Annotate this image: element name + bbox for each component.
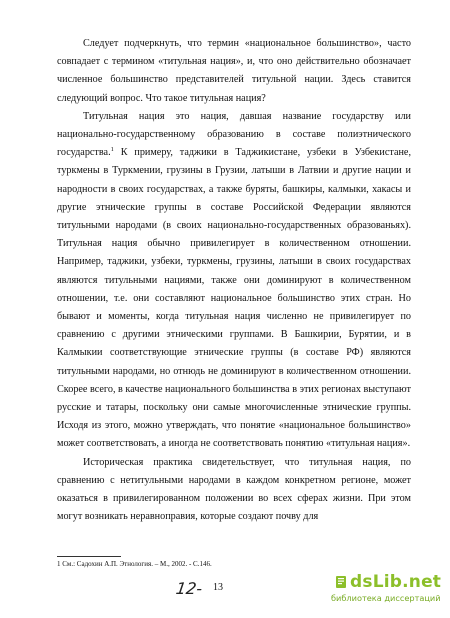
footnote: 1 См.: Садохин А.П. Этнология. – М., 2002. - С.146. [57, 560, 212, 568]
book-icon [335, 575, 347, 589]
paragraph: Историческая практика свидетельствует, что титульная нация, по сравнению с нетитульными народами в каждом конкретном регионе, может оказаться в привилегированном положении во всех сферах жизни. При этом могут возникать неравноправия, которые создают почву для [57, 456, 411, 523]
logo-tagline: библиотека диссертаций [331, 593, 441, 603]
paragraph-with-footnote [57, 108, 411, 454]
footnote-marker[interactable]: 1 [110, 146, 114, 154]
paragraph-text: К примеру, таджики в Таджикистане, узбеки в Узбекистане, туркмены в Туркмении, грузины в Грузии, латыши в Латвии и другие нации и народности в своих государствах, а также буряты, башкиры, калмыки, хакасы и другие этнические группы в составе Российской Федерации являются титульными народами (в своих национально-государственных образованьях). Титульная нация обычно привилегирует в количественном отношении. Например, таджики, узбеки, туркмены, грузины, латыши в своих государствах являются титульными нациями, также они доминируют в количественном отношении, т.е. они составляют национальное большинство этих стран. Но бывают и моменты, когда титульная нация численно не привилегирует по сравнению с другими этническими группами. В Башкирии, Бурятии, и в Калмыкии соответствующие этнические группы (в составе РФ) являются титульными народами, но отнюдь не доминируют в количественном отношении. Скорее всего, в качестве национального большинства в этих регионах выступают русские и татары, поскольку они самые многочисленные этнические группы. Исходя из этого, можно утверждать, что понятие «национальное большинство» может соответствовать, а иногда не соответствовать понятию «титульная нация». [57, 147, 411, 450]
logo-brand-text: dsLib.net [350, 572, 442, 592]
footnote-divider [57, 556, 121, 557]
dslib-watermark-logo [331, 572, 445, 616]
paragraph-text: Титульная нация это нация, давшая название государству или национально-государственному образованию в составе полиэтнического государства. [57, 110, 411, 159]
handwritten-page-number: 12- [174, 579, 204, 598]
logo-top-row [335, 572, 445, 592]
paragraph: Следует подчеркнуть, что термин «национальное большинство», часто совпадает с термином «титульная нация», и, что оно действительно обозначает численное большинство представителей титульной нации. Здесь ставится следующий вопрос. Что такое титульная нация? [57, 38, 411, 104]
page-number: 13 [213, 582, 223, 593]
body-text [57, 35, 411, 526]
